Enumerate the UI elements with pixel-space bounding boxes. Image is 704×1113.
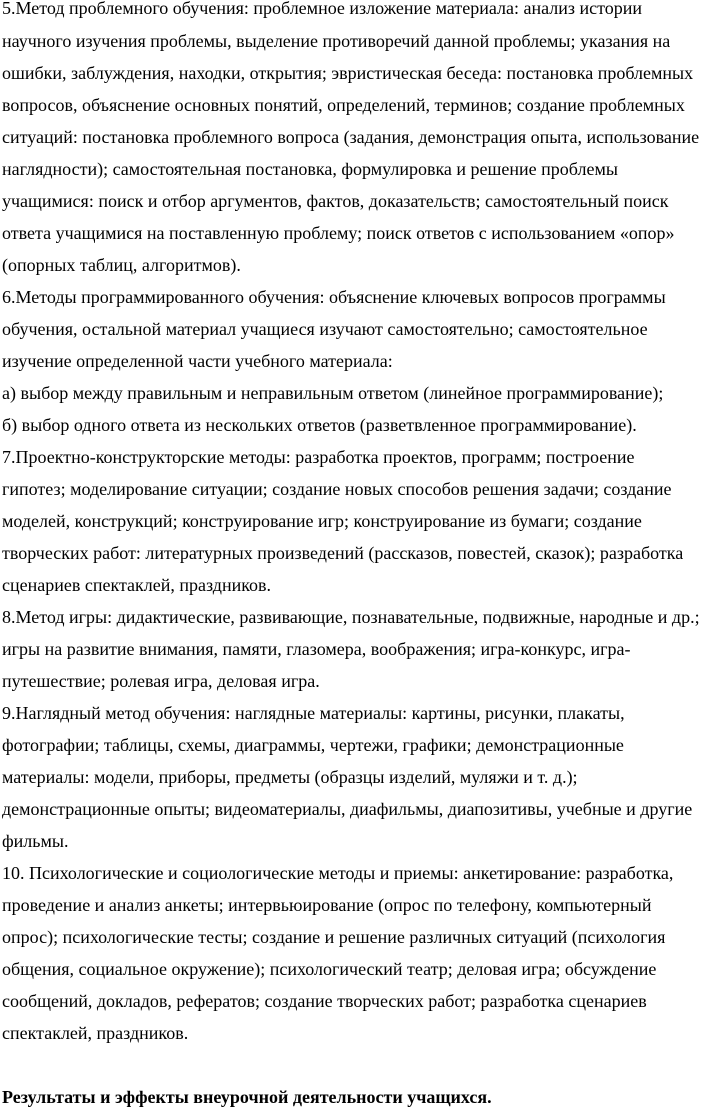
text-line: научного изучения проблемы, выделение противоречий данной проблемы; указания на: [2, 31, 671, 51]
text-line: ситуаций: постановка проблемного вопроса (задания, демонстрация опыта, использование: [2, 127, 700, 147]
text-line: изучение определенной части учебного материала:: [2, 351, 393, 371]
text-line: а) выбор между правильным и неправильным ответом (линейное программирование);: [2, 383, 664, 403]
text-line: фотографии; таблицы, схемы, диаграммы, чертежи, графики; демонстрационные: [2, 735, 624, 755]
text-line: обучения, остальной материал учащиеся изучают самостоятельно; самостоятельное: [2, 319, 648, 339]
text-line: гипотез; моделирование ситуации; создание новых способов решения задачи; создание: [2, 479, 672, 499]
text-line: материалы: модели, приборы, предметы (образцы изделий, муляжи и т. д.);: [2, 767, 578, 787]
text-line: сообщений, докладов, рефератов; создание творческих работ; разработка сценариев: [2, 991, 647, 1011]
text-line: 7.Проектно-конструкторские методы: разработка проектов, программ; построение: [2, 447, 635, 467]
text-line: б) выбор одного ответа из нескольких ответов (разветвленное программирование).: [2, 415, 637, 435]
text-line: 6.Методы программированного обучения: объяснение ключевых вопросов программы: [2, 287, 666, 307]
text-line: путешествие; ролевая игра, деловая игра.: [2, 671, 320, 691]
text-line: вопросов, объяснение основных понятий, определений, терминов; создание проблемных: [2, 95, 685, 115]
text-line: наглядности); самостоятельная постановка, формулировка и решение проблемы: [2, 159, 618, 179]
text-line: учащимися: поиск и отбор аргументов, фактов, доказательств; самостоятельный поиск: [2, 191, 669, 211]
text-line: ошибки, заблуждения, находки, открытия; эвристическая беседа: постановка проблемных: [2, 63, 694, 83]
text-line: (опорных таблиц, алгоритмов).: [2, 255, 241, 275]
text-line: творческих работ: литературных произведений (рассказов, повестей, сказок); разработка: [2, 543, 684, 563]
text-line: спектаклей, праздников.: [2, 1023, 189, 1043]
text-line: 8.Метод игры: дидактические, развивающие, познавательные, подвижные, народные и др.;: [2, 607, 700, 627]
section-heading: Результаты и эффекты внеурочной деятельности учащихся.: [2, 1087, 492, 1107]
text-line: проведение и анализ анкеты; интервьюирование (опрос по телефону, компьютерный: [2, 895, 652, 915]
text-line: сценариев спектаклей, праздников.: [2, 575, 272, 595]
text-line: фильмы.: [2, 831, 69, 851]
text-line: моделей, конструкций; конструирование игр; конструирование из бумаги; создание: [2, 511, 642, 531]
text-line: 9.Наглядный метод обучения: наглядные материалы: картины, рисунки, плакаты,: [2, 703, 625, 723]
text-line: ответа учащимися на поставленную проблему; поиск ответов с использованием «опор»: [2, 223, 675, 243]
text-line: опрос); психологические тесты; создание и решение различных ситуаций (психология: [2, 927, 666, 947]
text-line: общения, социальное окружение); психологический театр; деловая игра; обсуждение: [2, 959, 657, 979]
text-line: 10. Психологические и социологические методы и приемы: анкетирование: разработка,: [2, 863, 674, 883]
text-line: 5.Метод проблемного обучения: проблемное изложение материала: анализ истории: [2, 0, 643, 18]
text-line: демонстрационные опыты; видеоматериалы, диафильмы, диапозитивы, учебные и другие: [2, 799, 693, 819]
text-line: игры на развитие внимания, памяти, глазомера, воображения; игра-конкурс, игра-: [2, 639, 631, 659]
